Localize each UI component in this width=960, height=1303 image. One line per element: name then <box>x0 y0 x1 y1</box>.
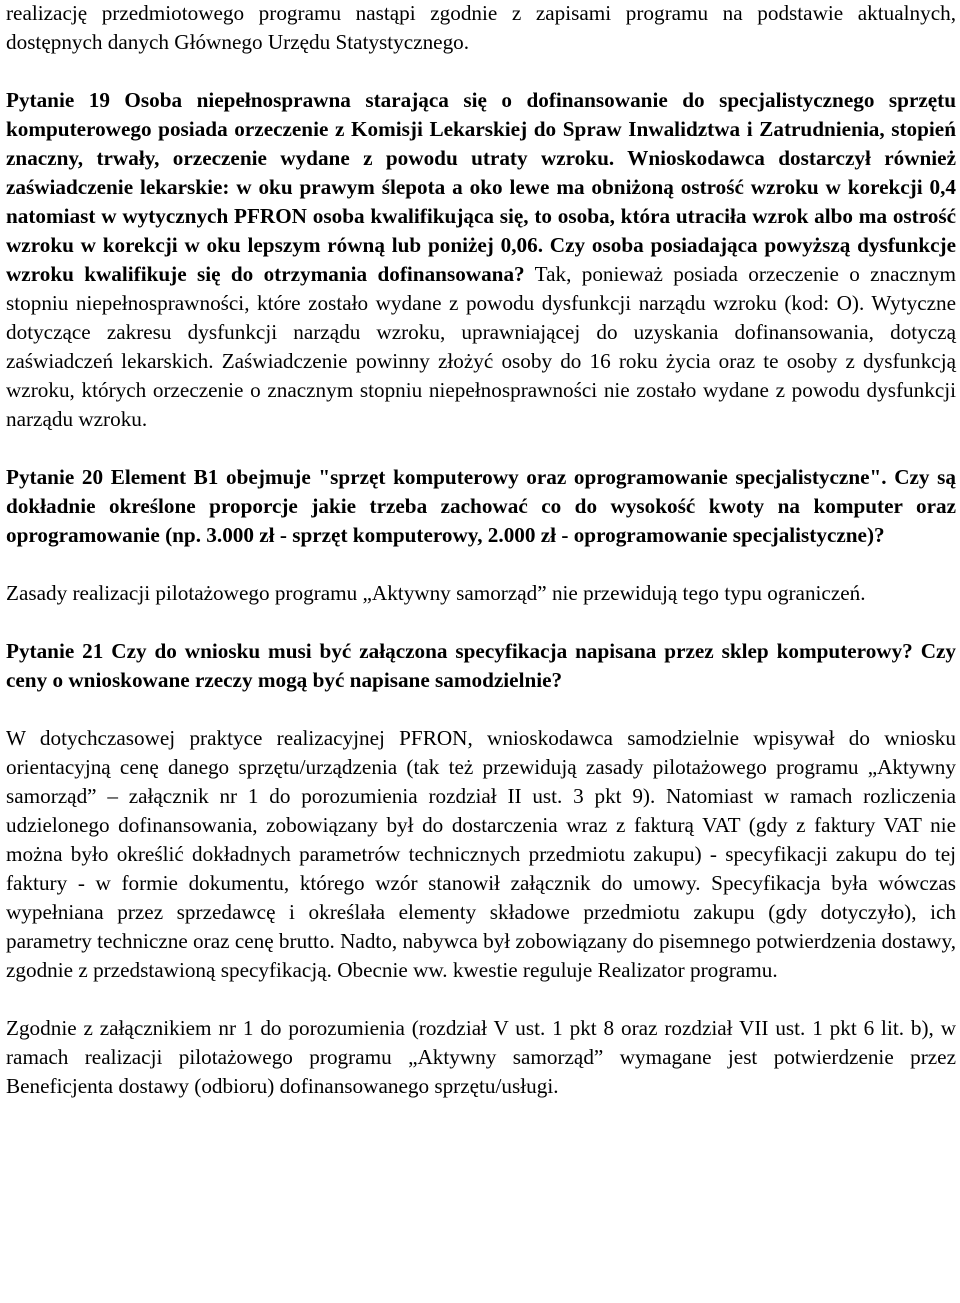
document-page <box>6 0 956 1130</box>
question-19: Pytanie 19 Osoba niepełnosprawna starająca się o dofinansowanie do specjalistycznego sprzętu komputerowego posiada orzeczenie z Komisji Lekarskiej do Spraw Inwalidztwa i Zatrudnienia, stopień znaczny, trwały, orzeczenie wydane z powodu utraty wzroku. Wnioskodawca dostarczył również zaświadczenie lekarskie: w oku prawym ślepota a oko lewe ma obniżoną ostrość wzroku w korekcji 0,4 natomiast w wytycznych PFRON osoba kwalifikująca się, to osoba, która utraciła wzrok albo ma ostrość wzroku w korekcji w oku lepszym równą lub poniżej 0,06. Czy osoba posiadająca powyższą dysfunkcje wzroku kwalifikuje się do otrzymania dofinansowana? <box>6 88 956 286</box>
question-20-block <box>6 463 956 550</box>
question-19-block <box>6 86 956 434</box>
question-20: Pytanie 20 Element B1 obejmuje "sprzęt komputerowy oraz oprogramowanie specjalistyczne". Czy są dokładnie określone proporcje jakie trzeba zachować co do wysokość kwoty na komputer oraz oprogramowanie (np. 3.000 zł - sprzęt komputerowy, 2.000 zł - oprogramowanie specjalistyczne)? <box>6 465 956 547</box>
question-21-block <box>6 637 956 695</box>
question-21: Pytanie 21 Czy do wniosku musi być załączona specyfikacja napisana przez sklep komputerowy? Czy ceny o wnioskowane rzeczy mogą być napisane samodzielnie? <box>6 639 956 692</box>
answer-20: Zasady realizacji pilotażowego programu „Aktywny samorząd” nie przewidują tego typu ograniczeń. <box>6 581 866 605</box>
intro-paragraph: realizację przedmiotowego programu nastąpi zgodnie z zapisami programu na podstawie aktualnych, dostępnych danych Głównego Urzędu Statystycznego. <box>6 1 956 54</box>
answer-21-part-2: Zgodnie z załącznikiem nr 1 do porozumienia (rozdział V ust. 1 pkt 8 oraz rozdział VII ust. 1 pkt 6 lit. b), w ramach realizacji pilotażowego programu „Aktywny samorząd” wymagane jest potwierdzenie przez Beneficjenta dostawy (odbioru) dofinansowanego sprzętu/usługi. <box>6 1016 956 1098</box>
answer-21-part-1: W dotychczasowej praktyce realizacyjnej PFRON, wnioskodawca samodzielnie wpisywał do wniosku orientacyjną cenę danego sprzętu/urządzenia (tak też przewidują zasady pilotażowego programu „Aktywny samorząd” – załącznik nr 1 do porozumienia rozdział II ust. 3 pkt 9). Natomiast w ramach rozliczenia udzielonego dofinansowania, zobowiązany był do dostarczenia wraz z fakturą VAT (gdy z faktury VAT nie można było określić dokładnych parametrów technicznych przedmiotu zakupu) - specyfikacji zakupu do tej faktury - w formie dokumentu, którego wzór stanowił załącznik do umowy. Specyfikacja była wówczas wypełniana przez sprzedawcę i określała elementy składowe przedmiotu zakupu (gdy dotyczyło), ich parametry techniczne oraz cenę brutto. Nadto, nabywca był zobowiązany do pisemnego potwierdzenia dostawy, zgodnie z przedstawioną specyfikacją. Obecnie ww. kwestie reguluje Realizator programu. <box>6 726 956 982</box>
answer-19: Tak, ponieważ posiada orzeczenie o znacznym stopniu niepełnosprawności, które zostało wydane z powodu dysfunkcji narządu wzroku (kod: O). Wytyczne dotyczące zakresu dysfunkcji narządu wzroku, uprawniającej do uzyskania dofinansowania, dotyczą zaświadczeń lekarskich. Zaświadczenie powinny złożyć osoby do 16 roku życia oraz te osoby z dysfunkcją wzroku, których orzeczenie o znacznym stopniu niepełnosprawności nie zostało wydane z powodu dysfunkcji narządu wzroku. <box>6 262 956 431</box>
